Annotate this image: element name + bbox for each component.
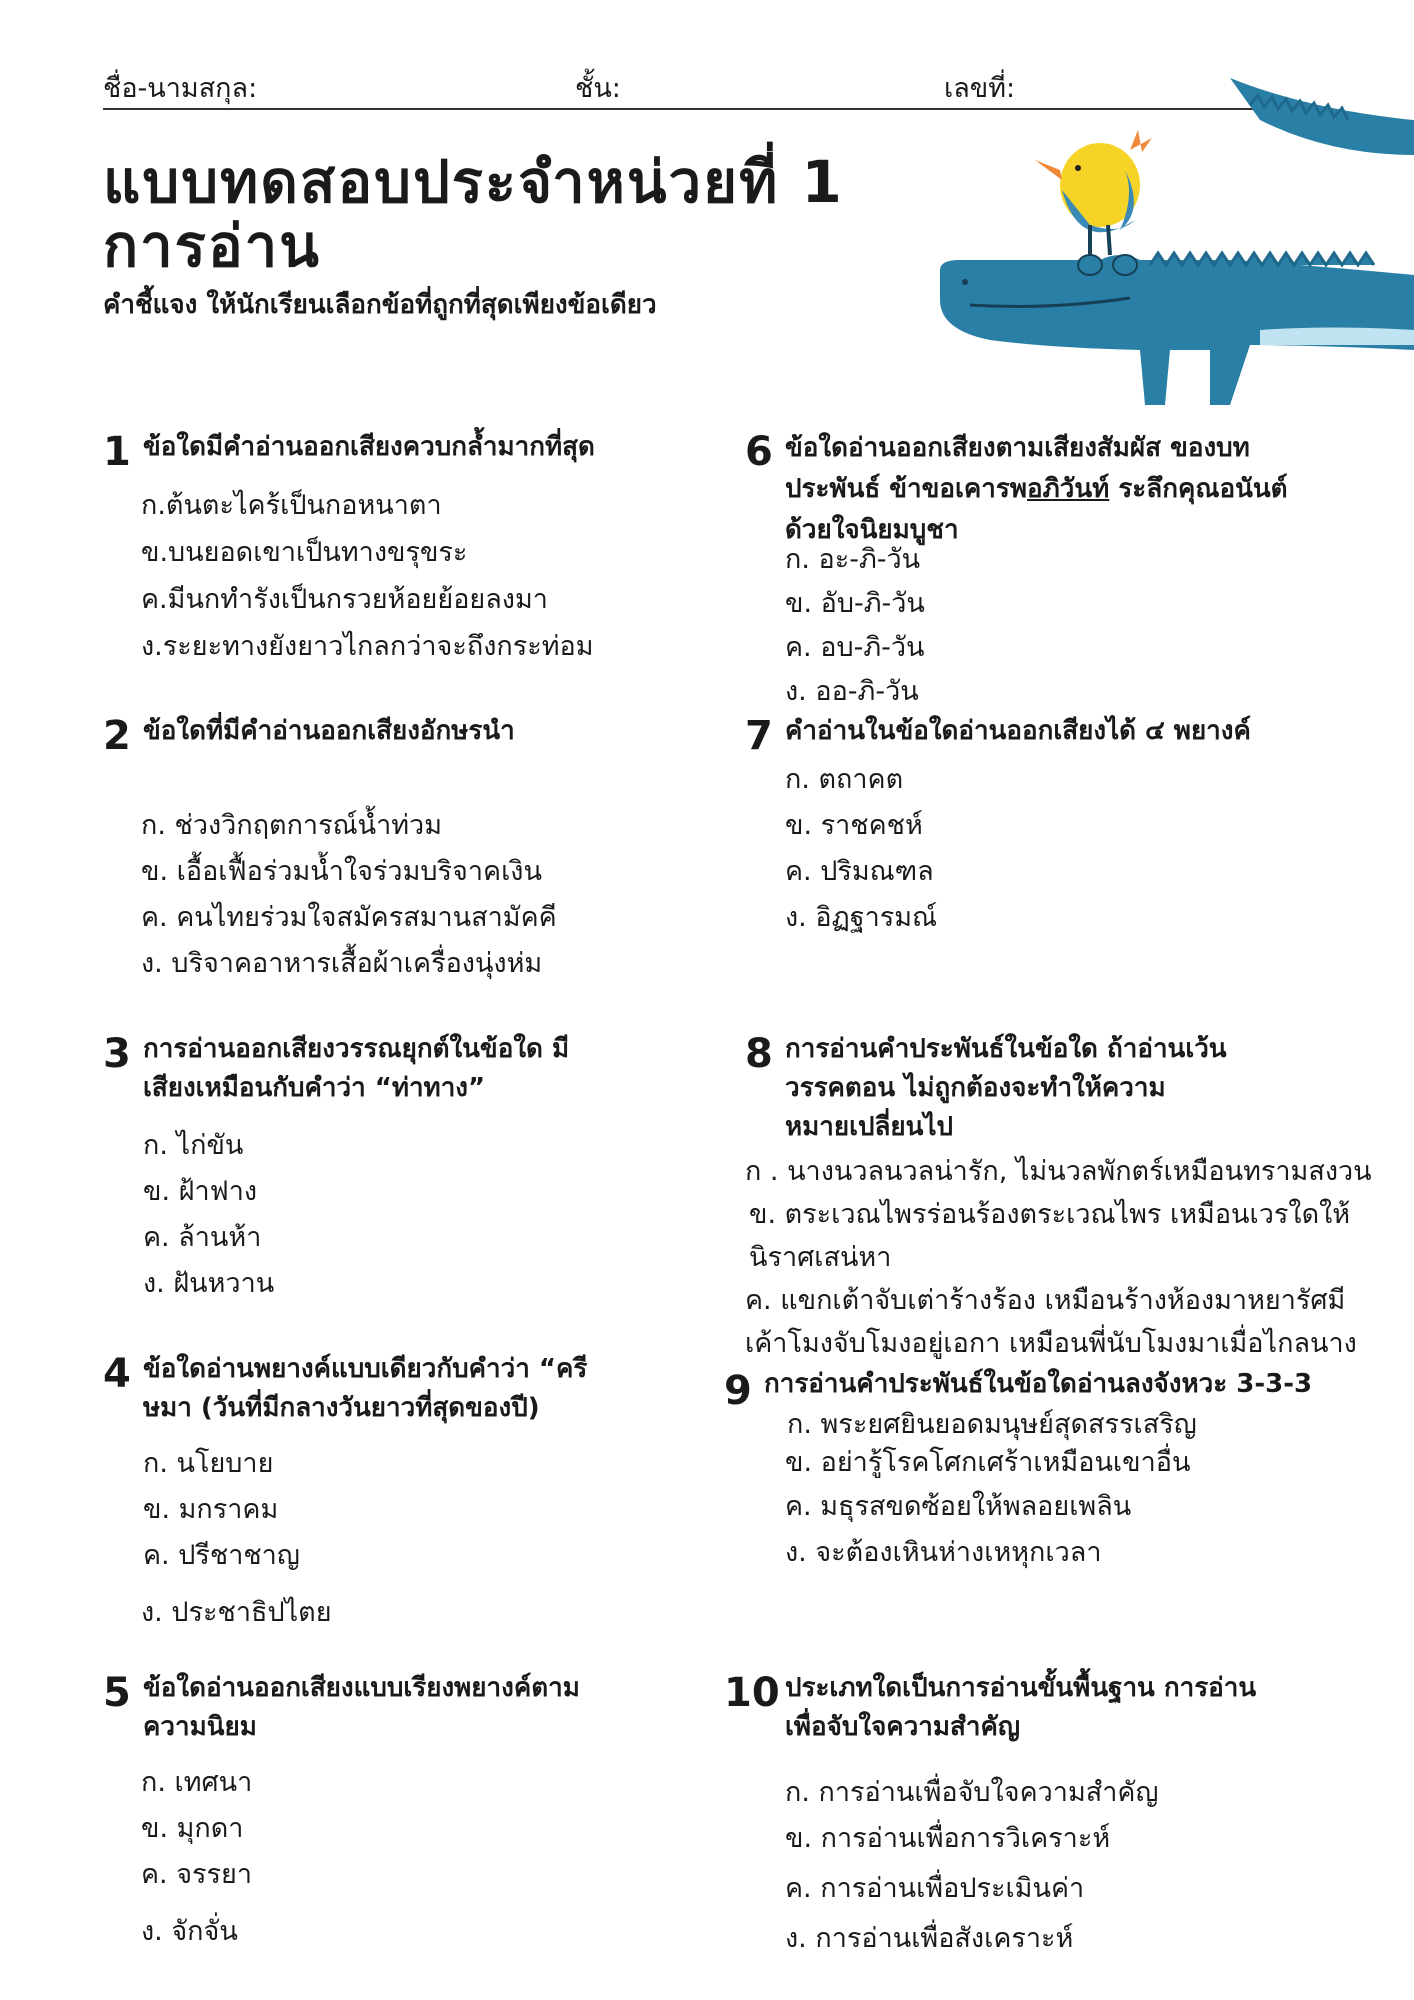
answer-option[interactable]: ค. ปรีชาชาญ bbox=[143, 1540, 300, 1571]
answer-option[interactable]: ก. ตถาคต bbox=[785, 764, 904, 795]
question-text: ข้อใดมีคำอ่านออกเสียงควบกล้ำมากที่สุด bbox=[143, 432, 595, 462]
answer-option[interactable]: ค. อบ-ภิ-วัน bbox=[785, 632, 925, 663]
question-6 bbox=[745, 428, 1385, 708]
answer-option[interactable]: ก. ไก่ขัน bbox=[143, 1130, 244, 1161]
answer-option[interactable]: ก . นางนวลนวลน่ารัก, ไม่นวลพักตร์เหมือนทรามสงวน bbox=[745, 1156, 1372, 1187]
question-number: 7 bbox=[745, 713, 773, 759]
question-text bbox=[785, 1669, 1256, 1747]
title-line-2: การอ่าน bbox=[103, 212, 321, 280]
answer-option-continued: เค้าโมงจับโมงอยู่เอกา เหมือนพี่นับโมงมาเมื่อไกลนาง bbox=[745, 1328, 1357, 1359]
answer-option[interactable]: ข.บนยอดเขาเป็นทางขรุขระ bbox=[141, 537, 468, 568]
answer-option[interactable]: ง. ออ-ภิ-วัน bbox=[785, 676, 919, 707]
answer-option[interactable]: ข. อย่ารู้โรคโศกเศร้าเหมือนเขาอื่น bbox=[785, 1447, 1191, 1478]
question-text-line: ข้อใดอ่านออกเสียงตามเสียงสัมผัส ของบท bbox=[785, 433, 1250, 463]
answer-option[interactable]: ข. เอื้อเฟื้อร่วมน้ำใจร่วมบริจาคเงิน bbox=[141, 856, 542, 887]
question-text bbox=[785, 1030, 1227, 1147]
answer-option[interactable]: ก. การอ่านเพื่อจับใจความสำคัญ bbox=[785, 1777, 1159, 1808]
answer-option[interactable]: ง. ประชาธิปไตย bbox=[141, 1597, 332, 1628]
question-text-line: การอ่านออกเสียงวรรณยุกต์ในข้อใด มี bbox=[143, 1034, 570, 1064]
answer-option[interactable]: ค. มธุรสขดซ้อยให้พลอยเพลิน bbox=[785, 1491, 1132, 1522]
answer-option[interactable]: ข. ตระเวณไพรร่อนร้องตระเวณไพร เหมือนเวรใดให้ bbox=[749, 1199, 1351, 1230]
answer-option[interactable]: ง. จะต้องเหินห่างเหหุกเวลา bbox=[785, 1537, 1102, 1568]
question-number: 2 bbox=[103, 713, 131, 759]
question-number: 3 bbox=[103, 1031, 131, 1077]
answer-option[interactable]: ค.มีนกทำรังเป็นกรวยห้อยย้อยลงมา bbox=[141, 584, 548, 615]
question-5 bbox=[103, 1669, 703, 1959]
answer-option[interactable]: ข. มุกดา bbox=[141, 1813, 244, 1844]
question-number: 1 bbox=[103, 429, 131, 475]
question-text-line: ข้อใดอ่านออกเสียงแบบเรียงพยางค์ตาม bbox=[143, 1673, 580, 1703]
question-text-line: ความนิยม bbox=[143, 1712, 257, 1742]
answer-option[interactable]: ง. ฝันหวาน bbox=[143, 1268, 275, 1299]
question-text-line: เสียงเหมือนกับคำว่า “ท่าทาง” bbox=[143, 1073, 486, 1103]
question-9 bbox=[724, 1365, 1374, 1585]
question-text: ข้อใดที่มีคำอ่านออกเสียงอักษรนำ bbox=[143, 716, 515, 746]
crocodile-tail-top bbox=[1230, 78, 1414, 155]
answer-option[interactable]: ก. อะ-ภิ-วัน bbox=[785, 544, 921, 575]
name-field-label: ชื่อ-นามสกุล: bbox=[103, 73, 258, 104]
question-text bbox=[143, 1669, 580, 1747]
title-line-1: แบบทดสอบประจำหน่วยที่ 1 bbox=[103, 148, 844, 216]
answer-option[interactable]: ง. การอ่านเพื่อสังเคราะห์ bbox=[785, 1923, 1074, 1954]
question-text-line: ข้อใดอ่านพยางค์แบบเดียวกับคำว่า “ครี bbox=[143, 1354, 588, 1384]
answer-option[interactable]: ง. อิฏฐารมณ์ bbox=[785, 902, 938, 933]
question-text-line: เพื่อจับใจความสำคัญ bbox=[785, 1712, 1021, 1742]
question-text-line: ษมา (วันที่มีกลางวันยาวที่สุดของปี) bbox=[143, 1393, 540, 1423]
question-number: 9 bbox=[724, 1368, 752, 1414]
question-number: 6 bbox=[745, 429, 773, 475]
question-4 bbox=[103, 1350, 703, 1640]
answer-option[interactable]: ค. แขกเต้าจับเต่าร้างร้อง เหมือนร้างห้องมาหยารัศมี bbox=[745, 1285, 1346, 1316]
page-title bbox=[103, 150, 983, 278]
answer-option[interactable]: ก. ช่วงวิกฤตการณ์น้ำท่วม bbox=[141, 810, 443, 841]
answer-option[interactable]: ก. เทศนา bbox=[141, 1767, 253, 1798]
answer-option[interactable]: ง.ระยะทางยังยาวไกลกว่าจะถึงกระท่อม bbox=[141, 631, 594, 662]
answer-option[interactable]: ข. มกราคม bbox=[143, 1494, 279, 1525]
answer-option[interactable]: ค. การอ่านเพื่อประเมินค่า bbox=[785, 1873, 1085, 1904]
answer-option[interactable]: ก.ต้นตะไคร้เป็นกอหนาตา bbox=[141, 490, 442, 521]
question-1 bbox=[103, 428, 703, 668]
question-text bbox=[785, 428, 1288, 551]
answer-option[interactable]: ข. อับ-ภิ-วัน bbox=[785, 588, 925, 619]
number-field-label: เลขที่: bbox=[944, 73, 1016, 104]
question-text-line: ด้วยใจนิยมบูชา bbox=[785, 515, 959, 545]
answer-option[interactable]: ค. ปริมณฑล bbox=[785, 856, 934, 887]
question-text bbox=[143, 1350, 587, 1428]
question-text-line: วรรคตอน ไม่ถูกต้องจะทำให้ความ bbox=[785, 1073, 1166, 1103]
underlined-word: อภิวันท์ bbox=[1027, 474, 1110, 504]
question-text: การอ่านคำประพันธ์ในข้อใดอ่านลงจังหวะ 3-3-3 bbox=[764, 1369, 1313, 1399]
question-text bbox=[143, 1030, 569, 1108]
answer-option[interactable]: ก. นโยบาย bbox=[143, 1448, 274, 1479]
class-field-label: ชั้น: bbox=[575, 73, 621, 104]
question-text-line: การอ่านคำประพันธ์ในข้อใด ถ้าอ่านเว้น bbox=[785, 1034, 1227, 1064]
question-text-line: ระลึกคุณอนันต์ bbox=[1109, 474, 1288, 504]
question-2 bbox=[103, 712, 703, 992]
instructions: คำชี้แจง ให้นักเรียนเลือกข้อที่ถูกที่สุดเพียงข้อเดียว bbox=[103, 290, 657, 320]
question-text-line: หมายเปลี่ยนไป bbox=[785, 1112, 954, 1142]
question-3 bbox=[103, 1030, 703, 1310]
question-8 bbox=[745, 1030, 1410, 1359]
question-7 bbox=[745, 712, 1385, 952]
bird-icon bbox=[1035, 130, 1152, 255]
answer-option[interactable]: ข. ฝ้าฟาง bbox=[143, 1176, 258, 1207]
answer-option[interactable]: ก. พระยศยินยอดมนุษย์สุดสรรเสริญ bbox=[787, 1409, 1197, 1440]
question-text-line: ประเภทใดเป็นการอ่านขั้นพื้นฐาน การอ่าน bbox=[785, 1673, 1257, 1703]
question-number: 8 bbox=[745, 1031, 773, 1077]
crocodile-bird-illustration bbox=[930, 60, 1414, 410]
answer-option[interactable]: ง. จักจั่น bbox=[141, 1916, 238, 1947]
question-text: คำอ่านในข้อใดอ่านออกเสียงได้ ๔ พยางค์ bbox=[785, 716, 1251, 746]
question-text-line: ประพันธ์ ข้าขอเคารพ bbox=[785, 474, 1028, 504]
answer-option[interactable]: ค. คนไทยร่วมใจสมัครสมานสามัคคี bbox=[141, 902, 557, 933]
answer-option-continued: นิราศเสน่หา bbox=[749, 1242, 892, 1273]
question-10 bbox=[724, 1669, 1384, 1969]
answer-option[interactable]: ง. บริจาคอาหารเสื้อผ้าเครื่องนุ่งห่ม bbox=[141, 948, 543, 979]
question-number: 4 bbox=[103, 1351, 131, 1397]
question-number: 5 bbox=[103, 1670, 131, 1716]
answer-option[interactable]: ค. จรรยา bbox=[141, 1859, 253, 1890]
answer-option[interactable]: ค. ล้านห้า bbox=[143, 1222, 262, 1253]
question-number: 10 bbox=[724, 1670, 780, 1716]
answer-option[interactable]: ข. การอ่านเพื่อการวิเคราะห์ bbox=[785, 1823, 1111, 1854]
answer-option[interactable]: ข. ราชคชห์ bbox=[785, 810, 923, 841]
